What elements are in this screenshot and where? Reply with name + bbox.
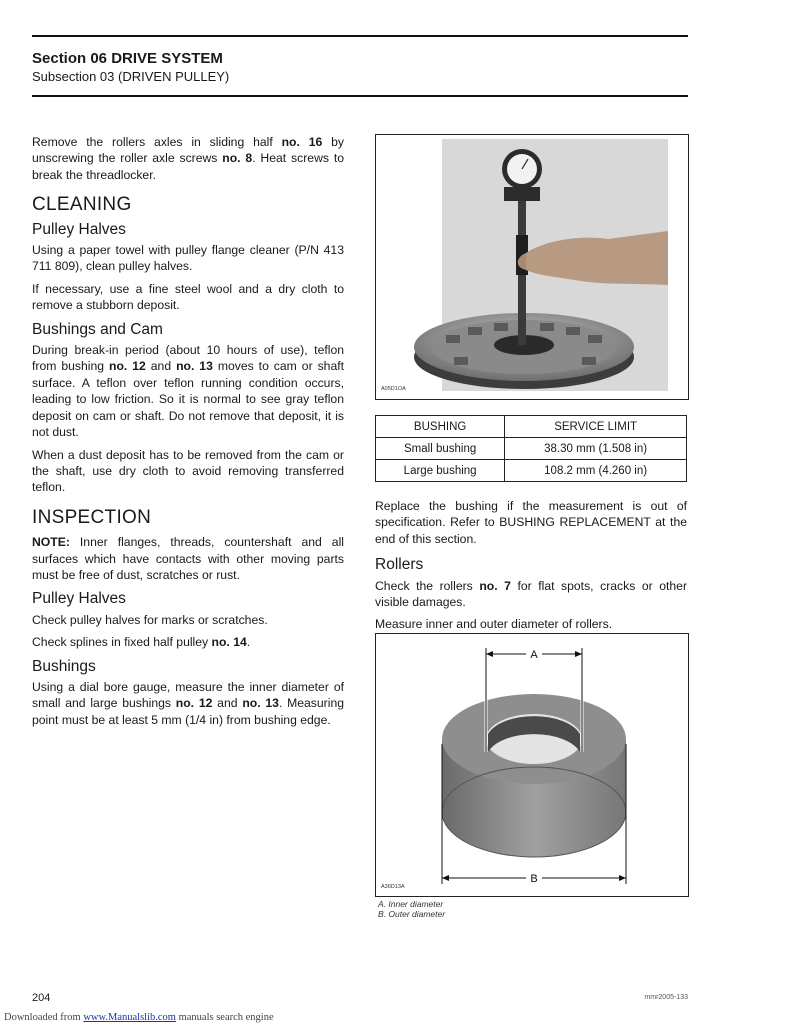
check-splines-text: Check splines in fixed half pulley no. 14.	[32, 635, 251, 650]
dust-deposit-paragraph: When a dust deposit has to be removed from the cam or the shaft, use dry cloth to avoid removing transferred teflon.	[32, 447, 344, 495]
break-in-paragraph: During break-in period (about 10 hours of use), teflon from bushing no. 12 and no. 13 moves to cam or shaft surface. A teflon over teflon running condition occurs, leading to low friction. So it is normal to see gray teflon deposit on cam or shaft. Do not remove that deposit, it is not dust.	[32, 343, 345, 440]
bushings-heading: Bushings	[32, 657, 96, 675]
cleaning-heading: CLEANING	[32, 194, 132, 216]
section-title: Section 06 DRIVE SYSTEM	[32, 50, 223, 67]
subsection-title: Subsection 03 (DRIVEN PULLEY)	[32, 69, 230, 84]
pulley-halves-inspection-heading: Pulley Halves	[32, 590, 126, 608]
table-cell: 108.2 mm (4.260 in)	[505, 460, 687, 482]
measure-rollers-paragraph: Measure inner and outer diameter of rollers.	[375, 617, 613, 632]
note-label: NOTE:	[32, 535, 70, 550]
dial-bore-gauge-photo	[376, 135, 688, 399]
figure1-code: A05D1OA	[381, 386, 406, 392]
pulley-cleaning-text: Using a paper towel with pulley flange cleaner (P/N 413 711 809), clean pulley halves.	[32, 243, 344, 274]
figure-legend	[378, 899, 445, 919]
header-bottom-rule	[32, 95, 688, 97]
right-column	[375, 498, 687, 639]
table-cell: Large bushing	[376, 460, 505, 482]
table-header-row	[376, 416, 687, 438]
inspection-heading: INSPECTION	[32, 506, 152, 528]
intro-paragraph: Remove the rollers axles in sliding half no. 16 by unscrewing the roller axle screws no. 8. Heat screws to break the threadlocker.	[32, 135, 345, 182]
pulley-halves-heading: Pulley Halves	[32, 220, 126, 238]
left-column	[32, 134, 344, 734]
roller-photo	[376, 634, 688, 896]
check-rollers-paragraph: Check the rollers no. 7 for flat spots, cracks or other visible damages.	[375, 578, 688, 610]
bushings-cam-heading: Bushings and Cam	[32, 320, 163, 338]
legend-outer-diameter: B. Outer diameter	[378, 909, 446, 919]
header-top-rule	[32, 35, 688, 37]
check-marks-text: Check pulley halves for marks or scratches.	[32, 612, 268, 627]
dial-bore-paragraph: Using a dial bore gauge, measure the inner diameter of small and large bushings no. 12 and no. 13. Measuring point must be at least 5 mm (1/4 in) from bushing edge.	[32, 679, 345, 727]
dimension-a-label: A	[530, 649, 538, 661]
roller-diameter-figure	[375, 633, 689, 897]
download-footer: Downloaded from www.Manualslib.com manuals search engine	[4, 1012, 274, 1023]
rollers-heading: Rollers	[375, 556, 424, 574]
table-cell: Small bushing	[376, 438, 505, 460]
steel-wool-text: If necessary, use a fine steel wool and a dry cloth to remove a stubborn deposit.	[32, 281, 344, 313]
table-row	[376, 438, 687, 460]
manualslib-link[interactable]: www.Manualslib.com	[83, 1012, 176, 1023]
service-limit-table	[375, 415, 687, 482]
replace-bushing-paragraph: Replace the bushing if the measurement is out of specification. Refer to BUSHING REPLACEMENT at the end of this section.	[375, 499, 687, 546]
figure2-code: A36D13A	[381, 884, 405, 890]
legend-inner-diameter: A. Inner diameter	[378, 899, 444, 909]
note-paragraph: NOTE: Inner flanges, threads, countershaft and all surfaces which have contacts with other moving parts must be free of dust, scratches or rust.	[32, 535, 344, 582]
document-code: mmr2005-133	[644, 994, 688, 1001]
table-header: SERVICE LIMIT	[505, 416, 687, 438]
dimension-b-label: B	[530, 873, 538, 885]
page-number: 204	[32, 992, 51, 1004]
table-header: BUSHING	[376, 416, 505, 438]
table-cell: 38.30 mm (1.508 in)	[505, 438, 687, 460]
table-row	[376, 460, 687, 482]
dial-bore-gauge-figure	[375, 134, 689, 400]
